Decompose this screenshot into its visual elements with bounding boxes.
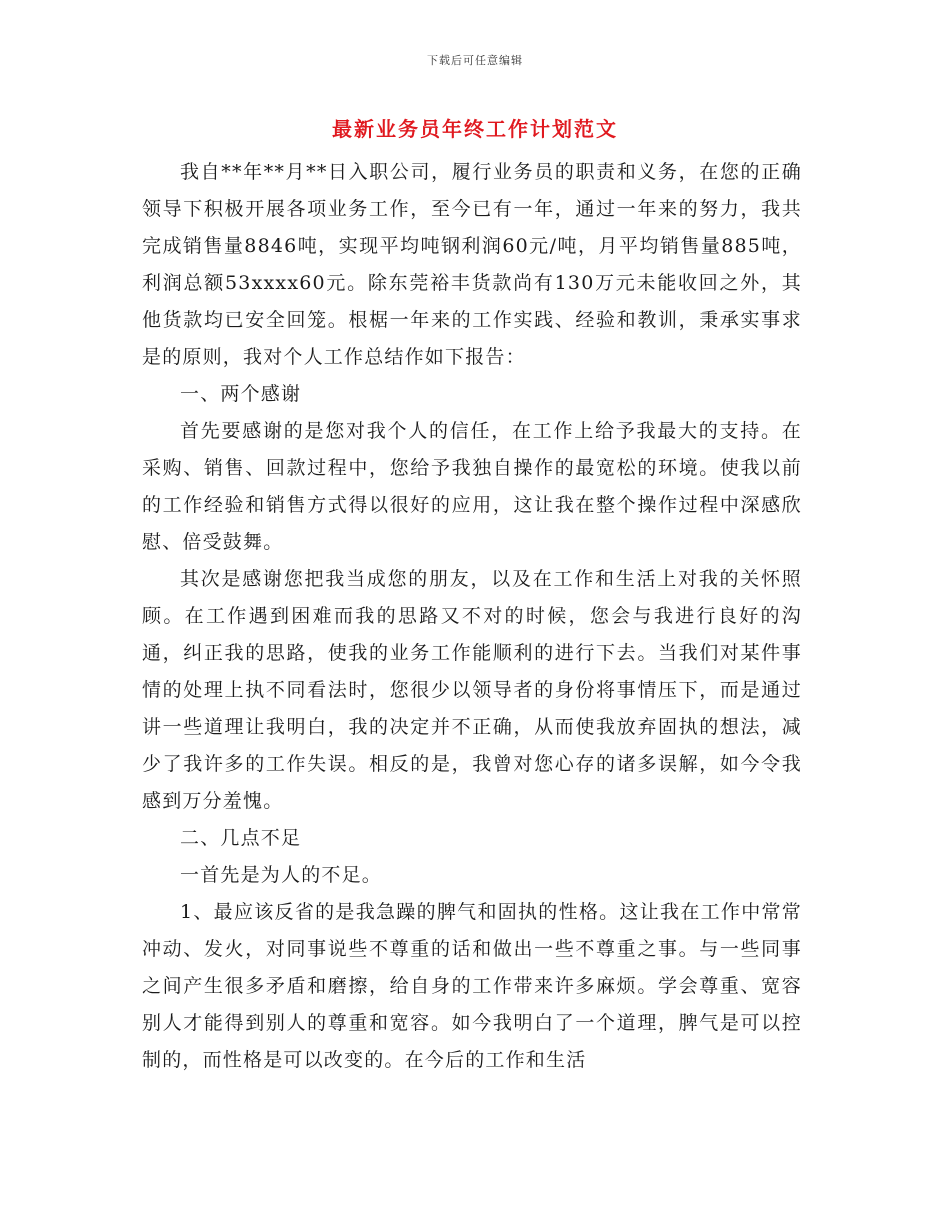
paragraph-thanks-first: 首先要感谢的是您对我个人的信任，在工作上给予我最大的支持。在采购、销售、回款过程中，您给予我独自操作的最宽松的环境。使我以前的工作经验和销售方式得以很好的应用，这让我在整个操作过程中深感欣慰、倍受鼓舞。	[142, 420, 802, 553]
paragraph-shortcoming-1: 1、最应该反省的是我急躁的脾气和固执的性格。这让我在工作中常常冲动、发火，对同事说些不尊重的话和做出一些不尊重之事。与一些同事之间产生很多矛盾和磨擦，给自身的工作带来许多麻烦。学会尊重、宽容别人才能得到别人的尊重和宽容。如今我明白了一个道理，脾气是可以控制的，而性格是可以改变的。在今后的工作和生活	[142, 901, 802, 1071]
subheading-personal-shortcomings: 一首先是为人的不足。	[180, 864, 383, 886]
document-body	[142, 154, 802, 1079]
paragraph-thanks-second: 其次是感谢您把我当成您的朋友，以及在工作和生活上对我的关怀照顾。在工作遇到困难而我的思路又不对的时候，您会与我进行良好的沟通，纠正我的思路，使我的业务工作能顺利的进行下去。当我们对某件事情的处理上执不同看法时，您很少以领导者的身份将事情压下，而是通过讲一些道理让我明白，我的决定并不正确，从而使我放弃固执的想法，减少了我许多的工作失误。相反的是，我曾对您心存的诸多误解，如今令我感到万分羞愧。	[142, 568, 802, 812]
page-header-note: 下载后可任意编辑	[427, 54, 523, 67]
paragraph-intro: 我自**年**月**日入职公司，履行业务员的职责和义务，在您的正确领导下积极开展各项业务工作，至今已有一年，通过一年来的努力，我共完成销售量8846吨，实现平均吨钢利润60元/吨，月平均销售量885吨，利润总额53xxxx60元。除东莞裕丰货款尚有130万元未能收回之外，其他货款均已安全回笼。根椐一年来的工作实践、经验和教训，秉承实事求是的原则，我对个人工作总结作如下报告：	[142, 161, 802, 368]
section-heading-thanks: 一、两个感谢	[180, 383, 302, 405]
section-heading-shortcomings: 二、几点不足	[180, 827, 302, 849]
document-title: 最新业务员年终工作计划范文	[332, 117, 618, 141]
